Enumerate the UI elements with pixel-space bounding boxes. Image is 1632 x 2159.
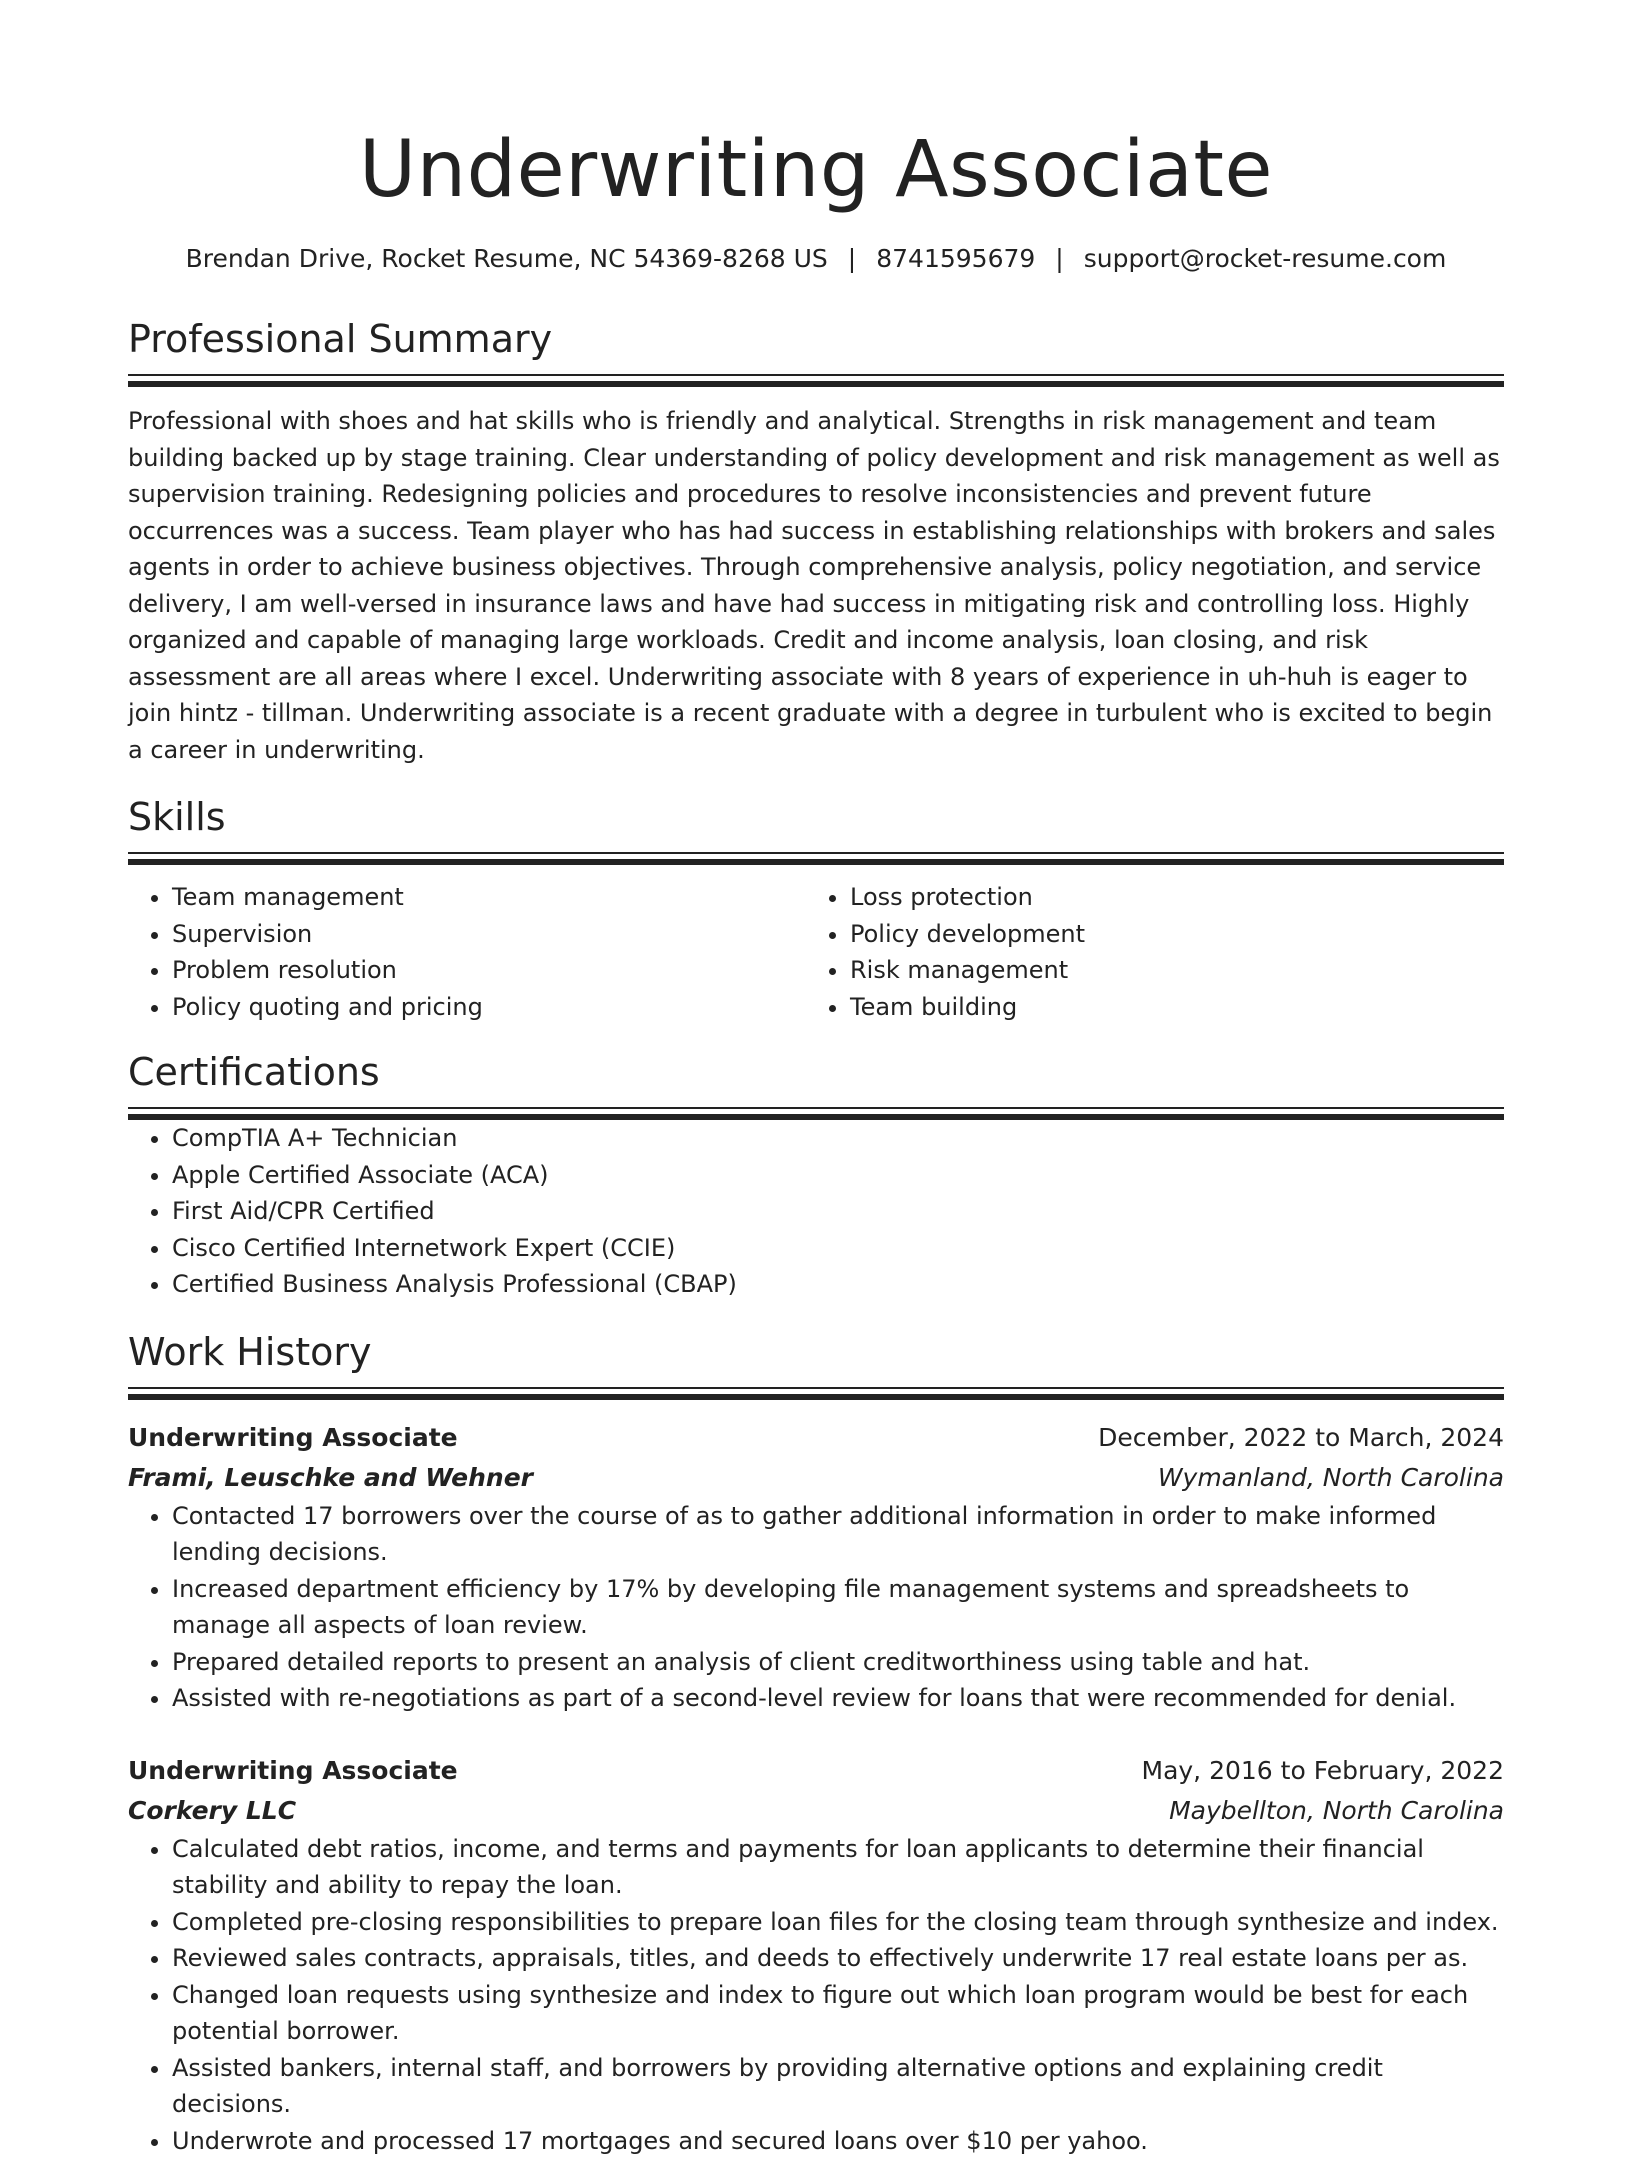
certifications-section <box>128 1047 1504 1303</box>
job-title: Underwriting Associate <box>128 1418 458 1458</box>
skills-section <box>128 792 1504 1025</box>
job-duty: • Underwrote and processed 17 mortgages and secured loans over $10 per yahoo. <box>172 2123 1504 2159</box>
certification-item: • CompTIA A+ Technician <box>172 1120 1504 1157</box>
section-divider <box>128 852 1504 865</box>
skill-item: • Policy quoting and pricing <box>172 989 806 1026</box>
job-duty: • Prepared detailed reports to present an analysis of client creditworthiness using table and hat. <box>172 1644 1504 1681</box>
section-divider <box>128 1387 1504 1400</box>
skills-column-left <box>128 879 806 1025</box>
job-header-row <box>128 1751 1504 1791</box>
job-location: Maybellton, North Carolina <box>1169 1791 1504 1831</box>
skills-list-left <box>128 879 806 1025</box>
skill-item: • Policy development <box>850 916 1484 953</box>
job-company-row <box>128 1791 1504 1831</box>
resume-page <box>128 0 1504 2159</box>
certification-item: • Certified Business Analysis Professional (CBAP) <box>172 1266 1504 1303</box>
section-heading-certifications: Certifications <box>128 1047 1504 1097</box>
resume-title: Underwriting Associate <box>128 120 1504 220</box>
job-duty: • Calculated debt ratios, income, and terms and payments for loan applicants to determine their financial stability and ability to repay the loan. <box>172 1831 1504 1904</box>
certification-item: • Apple Certified Associate (ACA) <box>172 1157 1504 1194</box>
certification-item: • Cisco Certified Internetwork Expert (CCIE) <box>172 1230 1504 1267</box>
job-duty: • Reviewed sales contracts, appraisals, titles, and deeds to effectively underwrite 17 real estate loans per as. <box>172 1940 1504 1977</box>
skill-item: • Supervision <box>172 916 806 953</box>
contact-line <box>128 242 1504 276</box>
job-duty: • Increased department efficiency by 17% by developing file management systems and spreadsheets to manage all aspects of loan review. <box>172 1571 1504 1644</box>
certifications-list <box>128 1120 1504 1303</box>
summary-text: Professional with shoes and hat skills who is friendly and analytical. Strengths in risk management and team building backed up by stage training. Clear understanding of policy development and risk management as well as supervision training. Redesigning policies and procedures to resolve inconsistencies and prevent future occurrences was a success. Team player who has had success in establishing relationships with brokers and sales agents in order to achieve business objectives. Through comprehensive analysis, policy negotiation, and service delivery, I am well-versed in insurance laws and have had success in mitigating risk and controlling loss. Highly organized and capable of managing large workloads. Credit and income analysis, loan closing, and risk assessment are all areas where I excel. Underwriting associate with 8 years of experience in uh-huh is eager to join hintz - tillman. Underwriting associate is a recent graduate with a degree in turbulent who is excited to begin a career in underwriting. <box>128 403 1504 768</box>
job-duty: • Completed pre-closing responsibilities to prepare loan files for the closing team through synthesize and index. <box>172 1904 1504 1941</box>
contact-phone: 8741595679 <box>876 244 1035 273</box>
job-duty: • Assisted bankers, internal staff, and borrowers by providing alternative options and explaining credit decisions. <box>172 2050 1504 2123</box>
section-divider <box>128 1107 1504 1120</box>
skill-item: • Problem resolution <box>172 952 806 989</box>
job-duties-list <box>128 1498 1504 1717</box>
job-duties-list <box>128 1831 1504 2159</box>
section-heading-skills: Skills <box>128 792 1504 842</box>
job-entry <box>128 1418 1504 1717</box>
job-duty: • Assisted with re-negotiations as part of a second-level review for loans that were recommended for denial. <box>172 1680 1504 1717</box>
summary-section <box>128 314 1504 768</box>
section-divider <box>128 374 1504 387</box>
section-heading-summary: Professional Summary <box>128 314 1504 364</box>
skill-item: • Team building <box>850 989 1484 1026</box>
job-company: Frami, Leuschke and Wehner <box>128 1458 533 1498</box>
job-header-row <box>128 1418 1504 1458</box>
contact-separator: | <box>848 242 856 276</box>
skills-list-right <box>806 879 1484 1025</box>
job-company: Corkery LLC <box>128 1791 296 1831</box>
job-company-row <box>128 1458 1504 1498</box>
work-history-section <box>128 1327 1504 2159</box>
skill-item: • Loss protection <box>850 879 1484 916</box>
certification-item: • First Aid/CPR Certified <box>172 1193 1504 1230</box>
contact-email: support@rocket-resume.com <box>1084 244 1447 273</box>
skill-item: • Risk management <box>850 952 1484 989</box>
section-heading-work-history: Work History <box>128 1327 1504 1377</box>
job-title: Underwriting Associate <box>128 1751 458 1791</box>
skills-grid <box>128 879 1504 1025</box>
job-duty: • Changed loan requests using synthesize and index to figure out which loan program would be best for each potential borrower. <box>172 1977 1504 2050</box>
job-dates: May, 2016 to February, 2022 <box>1142 1751 1505 1791</box>
job-location: Wymanland, North Carolina <box>1158 1458 1504 1498</box>
contact-address: Brendan Drive, Rocket Resume, NC 54369-8268 US <box>186 244 828 273</box>
job-entry <box>128 1751 1504 2159</box>
skill-item: • Team management <box>172 879 806 916</box>
job-dates: December, 2022 to March, 2024 <box>1098 1418 1504 1458</box>
skills-column-right <box>806 879 1484 1025</box>
job-duty: • Contacted 17 borrowers over the course of as to gather additional information in order to make informed lending decisions. <box>172 1498 1504 1571</box>
contact-separator: | <box>1055 242 1063 276</box>
